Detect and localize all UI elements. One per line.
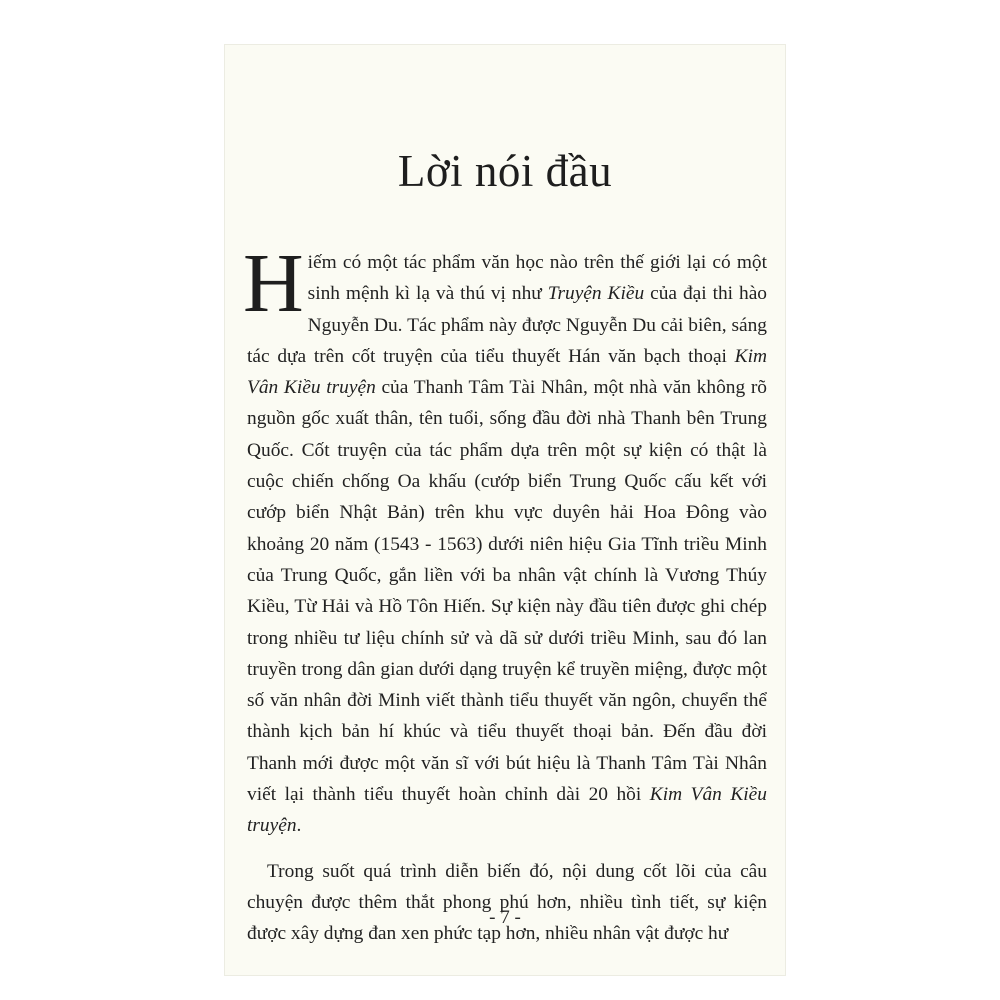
book-title-kim-van-kieu-1: Kim Vân Kiều truyện xyxy=(247,345,767,399)
book-title-truyen-kieu: Truyện Kiều xyxy=(547,283,645,305)
paragraph-1 xyxy=(243,237,767,842)
paragraph-1-text-2: của đại thi hào Nguyễn Du. Tác phẩm này được Nguyễn Du cải biên, sáng tác dựa trên cốt truyện của tiểu thuyết Hán văn bạch thoại xyxy=(247,283,767,367)
page-title: Lời nói đầu xyxy=(397,146,613,196)
book-title-kim-van-kieu-2: Kim Vân Kiều truyện xyxy=(247,784,767,837)
paragraph-1-text-1: iếm có một tác phẩm văn học nào trên thế giới lại có một sinh mệnh kì lạ và thú vị như xyxy=(307,252,767,305)
drop-cap: H xyxy=(243,237,304,330)
page-number: - 7 - xyxy=(489,907,521,928)
paragraph-2 xyxy=(247,856,767,950)
paragraph-1-text-4: . xyxy=(296,815,302,837)
paragraph-1-text-3: của Thanh Tâm Tài Nhân, một nhà văn không rõ nguồn gốc xuất thân, tên tuổi, sống đầu đời nhà Thanh bên Trung Quốc. Cốt truyện của tác phẩm dựa trên một sự kiện có thật là cuộc chiến chống Oa khấu (cướp biển Trung Quốc cấu kết với cướp biển Nhật Bản) trên khu vực duyên hải Hoa Đông vào khoảng 20 năm (1543 - 1563) dưới niên hiệu Gia Tĩnh triều Minh của Trung Quốc, gắn liền với ba nhân vật chính là Vương Thúy Kiều, Từ Hải và Hồ Tôn Hiến. Sự kiện này đầu tiên được ghi chép trong nhiều tư liệu chính sử và dã sử dưới triều Minh, sau đó lan truyền trong dân gian dưới dạng truyện kể truyền miệng, được một số văn nhân đời Minh viết thành tiểu thuyết văn ngôn, chuyển thể thành kịch bản hí khúc và tiểu thuyết thoại bản. Đến đầu đời Thanh mới được một văn sĩ với bút hiệu là Thanh Tâm Tài Nhân viết lại thành tiểu thuyết hoàn chỉnh dài 20 hồi xyxy=(247,377,767,806)
body-text xyxy=(243,237,767,950)
book-page xyxy=(225,45,785,975)
paragraph-2-text: Trong suốt quá trình diễn biến đó, nội dung cốt lõi của câu chuyện được thêm thắt phong phú hơn, nhiều tình tiết, sự kiện được xây dựng đan xen phức tạp hơn, nhiều nhân vật được hư xyxy=(247,860,767,945)
